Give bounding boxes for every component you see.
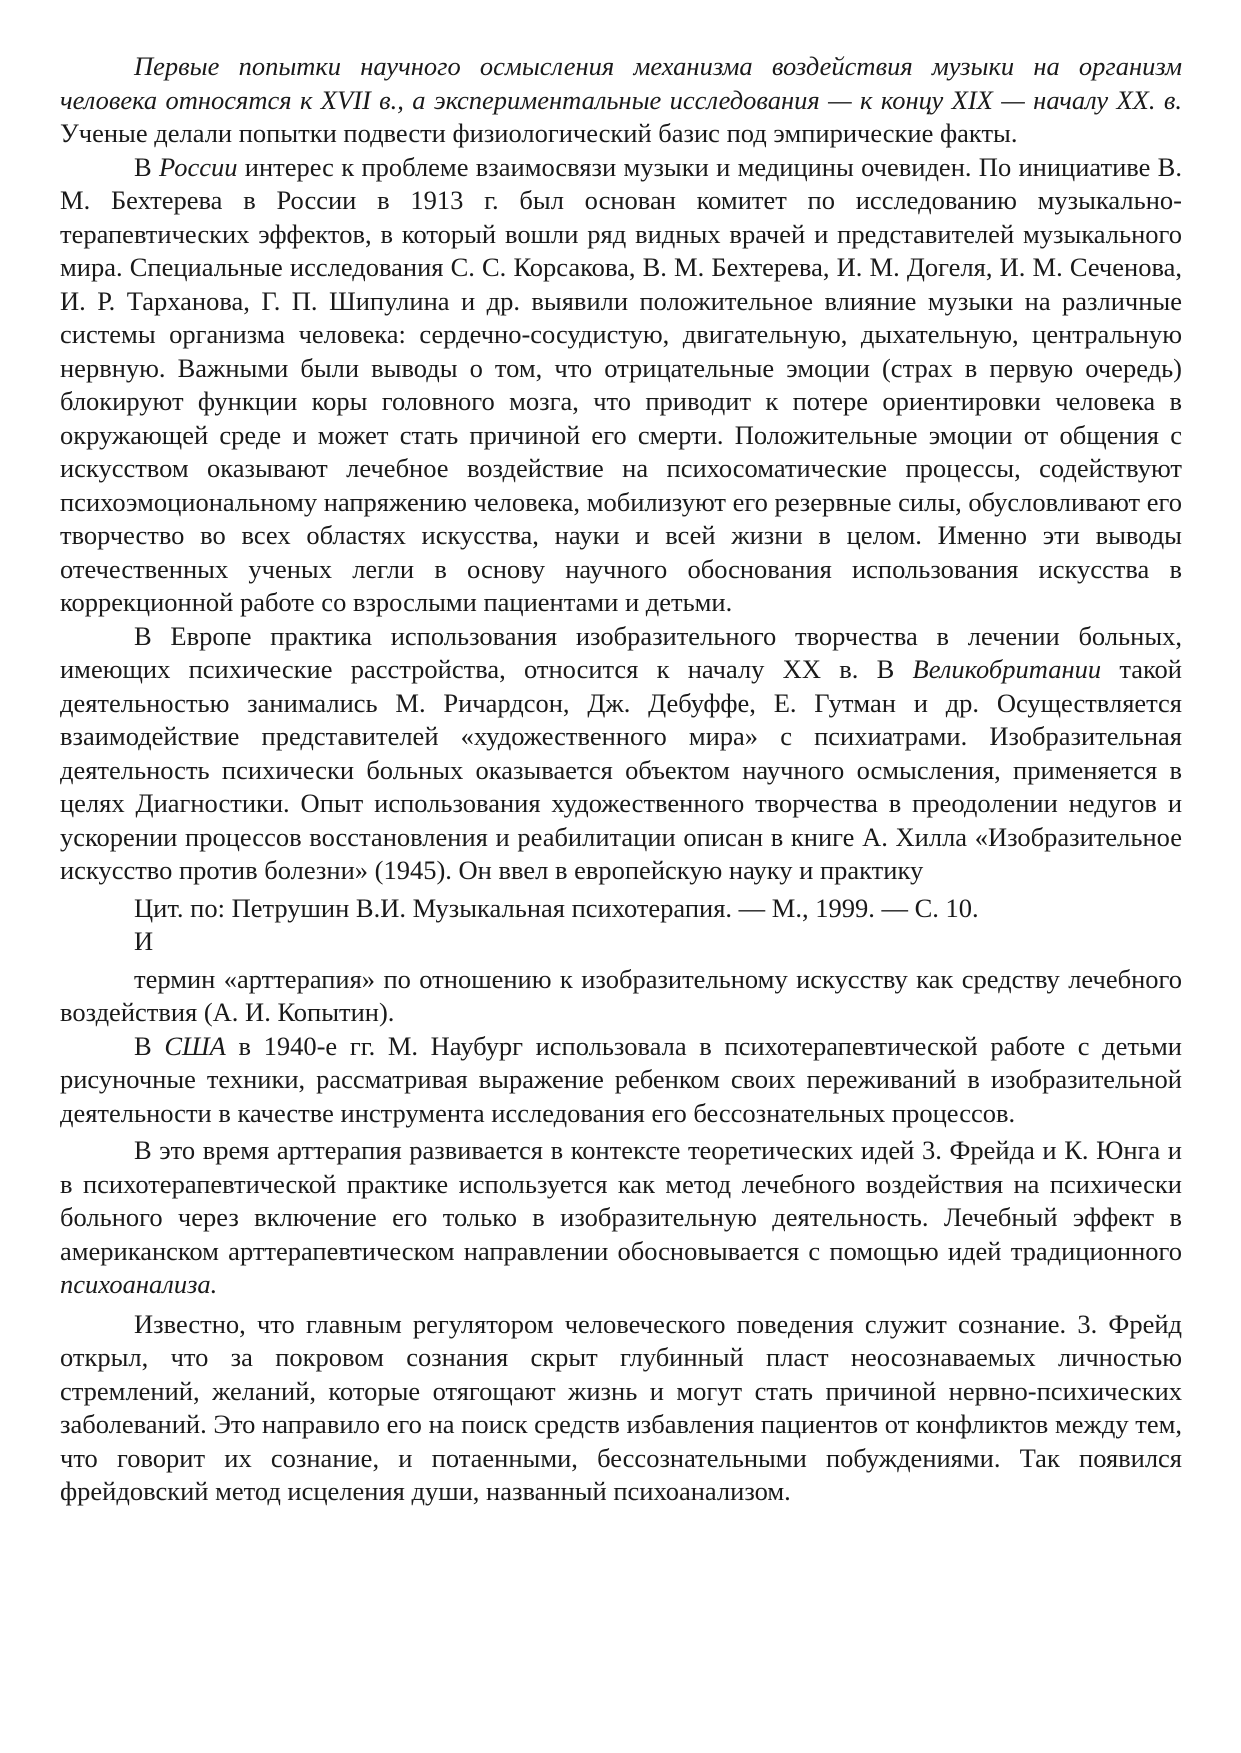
- paragraph-russia: [60, 151, 1182, 620]
- paragraph-3-italic: Великобритании: [912, 654, 1102, 684]
- paragraph-usa: [60, 1030, 1182, 1131]
- citation-text: Цит. по: Петрушин В.И. Музыкальная психотерапия. — М., 1999. — С. 10.: [134, 892, 979, 923]
- paragraph-2-text-a: В: [134, 151, 159, 182]
- art-therapy-term-text: термин «арттерапия» по отношению к изобразительному искусству как средству лечебного воздействия (А. И. Копытин).: [60, 963, 1182, 1027]
- paragraph-1-text: Ученые делали попытки подвести физиологический базис под эмпирические факты.: [60, 118, 1018, 148]
- paragraph-3-text-a: В Европе практика использования изобразительного творчества в лечении больных, имеющих психические расстройства, относится к началу XX в. В: [60, 620, 1182, 684]
- paragraph-history-intro: [60, 50, 1182, 151]
- paragraph-usa-text-a: В: [134, 1030, 165, 1061]
- paragraph-3-text-b: такой деятельностью занимались М. Ричардсон, Дж. Дебуффе, Е. Гутман и др. Осуществляется взаимодействие представителей «художественного мира» с психиатрами. Изобразительная деятельность психически больных оказывается объектом научного осмысления, применяется в целях Диагностики. Опыт использования художественного творчества в преодолении недугов и ускорении процессов восстановления и реабилитации описан в книге А. Хилла «Изобразительное искусство против болезни» (1945). Он ввел в европейскую науку и практику: [60, 654, 1182, 885]
- and-text: И: [134, 926, 154, 956]
- paragraph-freud-jung: [60, 1134, 1182, 1302]
- paragraph-europe: [60, 620, 1182, 888]
- paragraph-1-italic: Первые попытки научного осмысления механизма воздействия музыки на организм человека относятся к XVII в., а экспериментальные исследования — к концу XIX — началу XX. в.: [60, 51, 1182, 115]
- paragraph-and: [60, 925, 1182, 959]
- paragraph-freud-jung-italic: психоанализа.: [60, 1269, 218, 1299]
- document-page: [60, 50, 1182, 1509]
- paragraph-2-italic: России: [158, 151, 238, 182]
- paragraph-psychoanalysis: [60, 1308, 1182, 1509]
- paragraph-usa-text-b: в 1940-е гг. М. Наубург использовала в психотерапевтической работе с детьми рисуночные техники, рассматривая выражение ребенком своих переживаний в изобразительной деятельности в качестве инструмента исследования его бессознательных процессов.: [60, 1030, 1182, 1128]
- paragraph-freud-jung-text: В это время арттерапия развивается в контексте теоретических идей 3. Фрейда и К. Юнга и в психотерапевтической практике используется как метод лечебного воздействия на психически больного через включение его только в изобразительную деятельность. Лечебный эффект в американском арттерапевтическом направлении обосновывается с помощью идей традиционного: [60, 1135, 1182, 1266]
- paragraph-2-text-b: интерес к проблеме взаимосвязи музыки и медицины очевиден. По инициативе В. М. Бехтерева в России в 1913 г. был основан комитет по исследованию музыкально-терапевтических эффектов, в который вошли ряд видных врачей и представителей музыкального мира. Специальные исследования С. С. Корсакова, В. М. Бехтерева, И. М. Догеля, И. М. Сеченова, И. Р. Тарханова, Г. П. Шипулина и др. выявили положительное влияние музыки на различные системы организма человека: сердечно-сосудистую, двигательную, дыхательную, центральную нервную. Важными были выводы о том, что отрицательные эмоции (страх в первую очередь) блокируют функции коры головного мозга, что приводит к потере ориентировки человека в окружающей среде и может стать причиной его смерти. Положительные эмоции от общения с искусством оказывают лечебное воздействие на психосоматические процессы, содействуют психоэмоциональному напряжению человека, мобилизуют его резервные силы, обусловливают его творчество во всех областях искусства, науки и всей жизни в целом. Именно эти выводы отечественных ученых легли в основу научного обоснования использования искусства в коррекционной работе со взрослыми пациентами и детьми.: [60, 151, 1182, 617]
- paragraph-psychoanalysis-text: Известно, что главным регулятором человеческого поведения служит сознание. 3. Фрейд открыл, что за покровом сознания скрыт глубинный пласт неосознаваемых личностью стремлений, желаний, которые отягощают жизнь и могут стать причиной нервно-психических заболеваний. Это направило его на поиск средств избавления пациентов от конфликтов между тем, что говорит их сознание, и потаенными, бессознательными побуждениями. Так появился фрейдовский метод исцеления души, названный психоанализом.: [60, 1308, 1182, 1506]
- paragraph-citation: [60, 892, 1182, 926]
- paragraph-usa-italic: США: [164, 1030, 226, 1061]
- paragraph-art-therapy-term: [60, 963, 1182, 1030]
